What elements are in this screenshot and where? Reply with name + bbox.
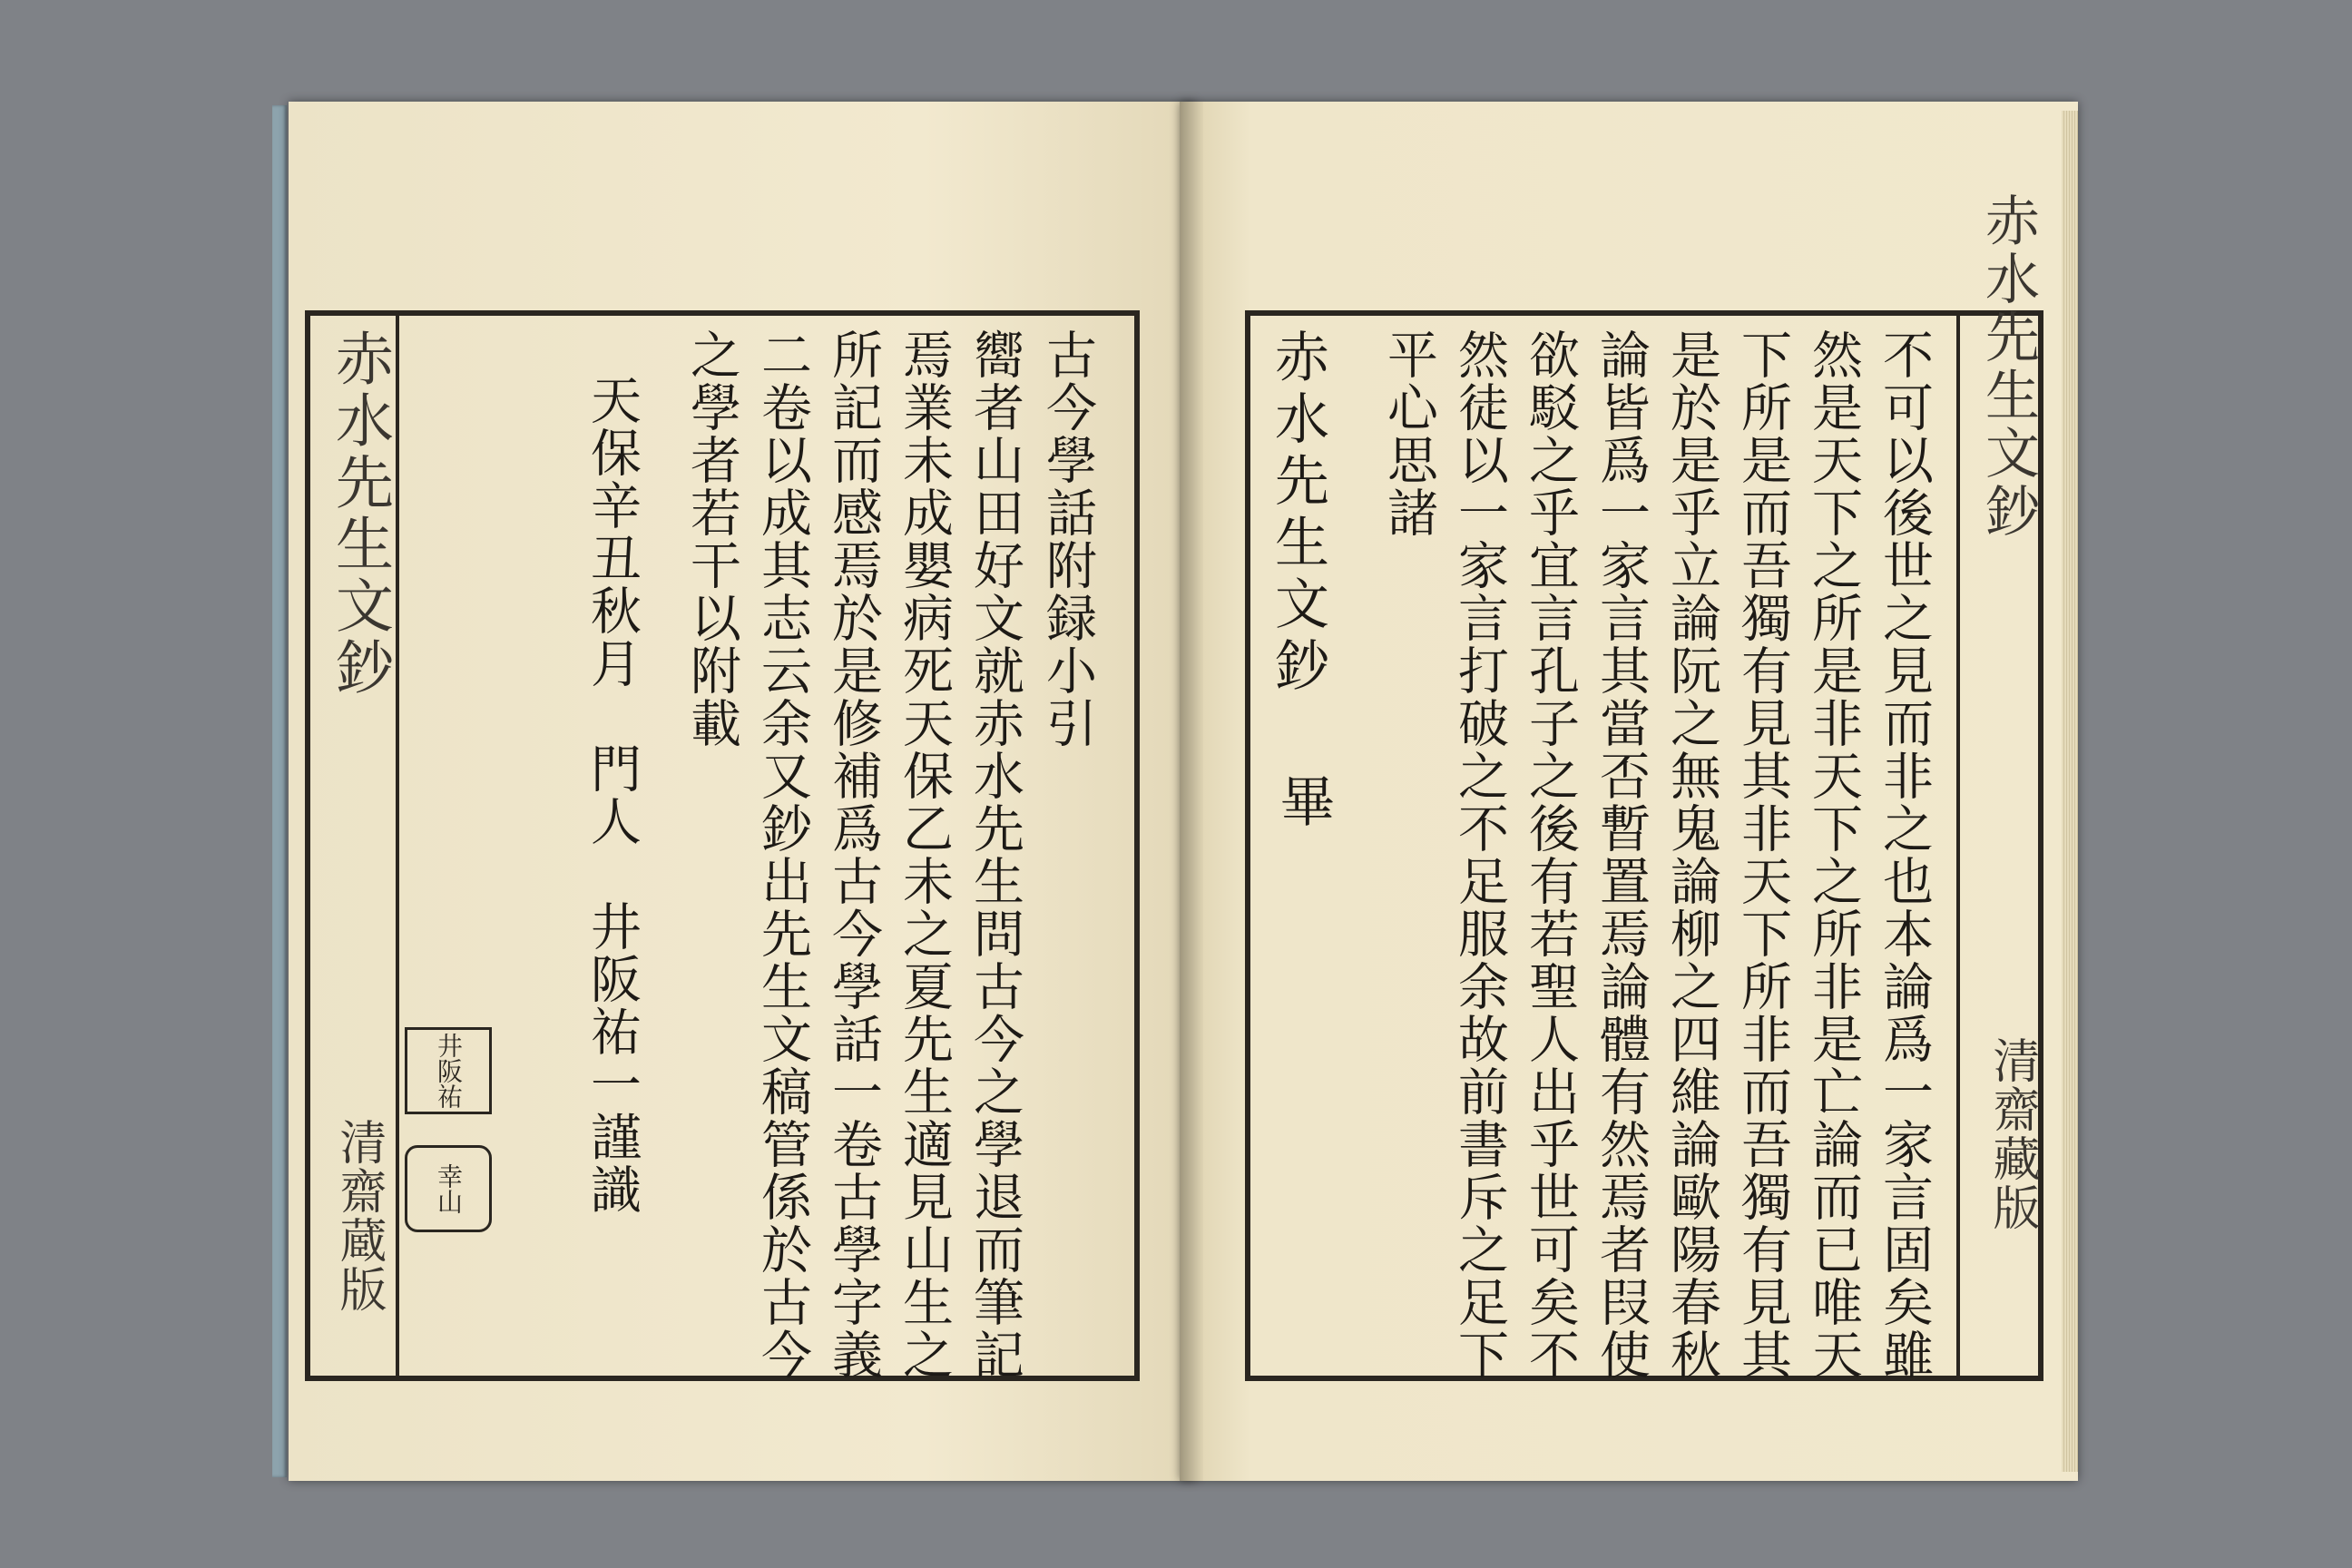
page-stack-edge	[2062, 111, 2078, 1472]
open-book	[272, 102, 2078, 1481]
right-line-1: 不可以後世之見而非之也本論爲一家言固矣雖	[1875, 328, 1934, 1381]
right-center-column-title: 赤水先生文鈔	[1976, 192, 2040, 541]
seal-stamp-bottom: 幸山	[405, 1145, 492, 1232]
book-cover-edge	[272, 105, 287, 1477]
right-line-7: 然徒以一家言打破之不足服余故前書斥之足下	[1450, 328, 1509, 1381]
book-gutter	[1180, 102, 1203, 1481]
left-line-2: 嚮者山田好文就赤水先生問古今之學退而筆記	[965, 328, 1024, 1381]
left-center-column-publisher: 清齋蔵版	[331, 1118, 386, 1314]
right-line-8: 平心思諸	[1379, 328, 1438, 539]
left-line-1: 古今學話附録小引	[1038, 328, 1097, 750]
left-line-6: 之學者若干以附載	[682, 328, 741, 750]
left-page	[289, 102, 1196, 1481]
right-center-column-rule	[1956, 310, 1960, 1381]
right-line-3: 下所是而吾獨有見其非天下所非而吾獨有見其	[1733, 328, 1792, 1381]
left-line-4: 所記而感焉於是修補爲古今學話一卷古學字義	[824, 328, 883, 1381]
closing-end-mark: 畢	[1271, 773, 1335, 829]
left-center-column-title: 赤水先生文鈔	[326, 328, 393, 699]
right-center-column-publisher: 清齋藏版	[1984, 1036, 2039, 1232]
right-line-2: 然是天下之所是非天下之所非是亡論而已唯天	[1804, 328, 1863, 1381]
right-line-4: 是於是乎立論阮之無鬼論柳之四維論歐陽春秋	[1662, 328, 1721, 1381]
seal-stamp-top: 井阪祐	[405, 1027, 492, 1114]
closing-title: 赤水先生文鈔	[1266, 328, 1329, 699]
left-line-5: 二卷以成其志云余又鈔出先生文稿管係於古今	[753, 328, 812, 1381]
left-line-7: 天保辛丑秋月 門人 井阪祐一謹識	[583, 374, 642, 1216]
right-page	[1180, 102, 2078, 1481]
left-line-3: 焉業未成嬰病死天保乙未之夏先生適見山生之	[895, 328, 954, 1381]
right-line-5: 論皆爲一家言其當否暫置焉論體有然焉者叚使	[1592, 328, 1651, 1381]
right-line-6: 欲駁之乎宜言孔子之後有若聖人出乎世可矣不	[1521, 328, 1580, 1381]
